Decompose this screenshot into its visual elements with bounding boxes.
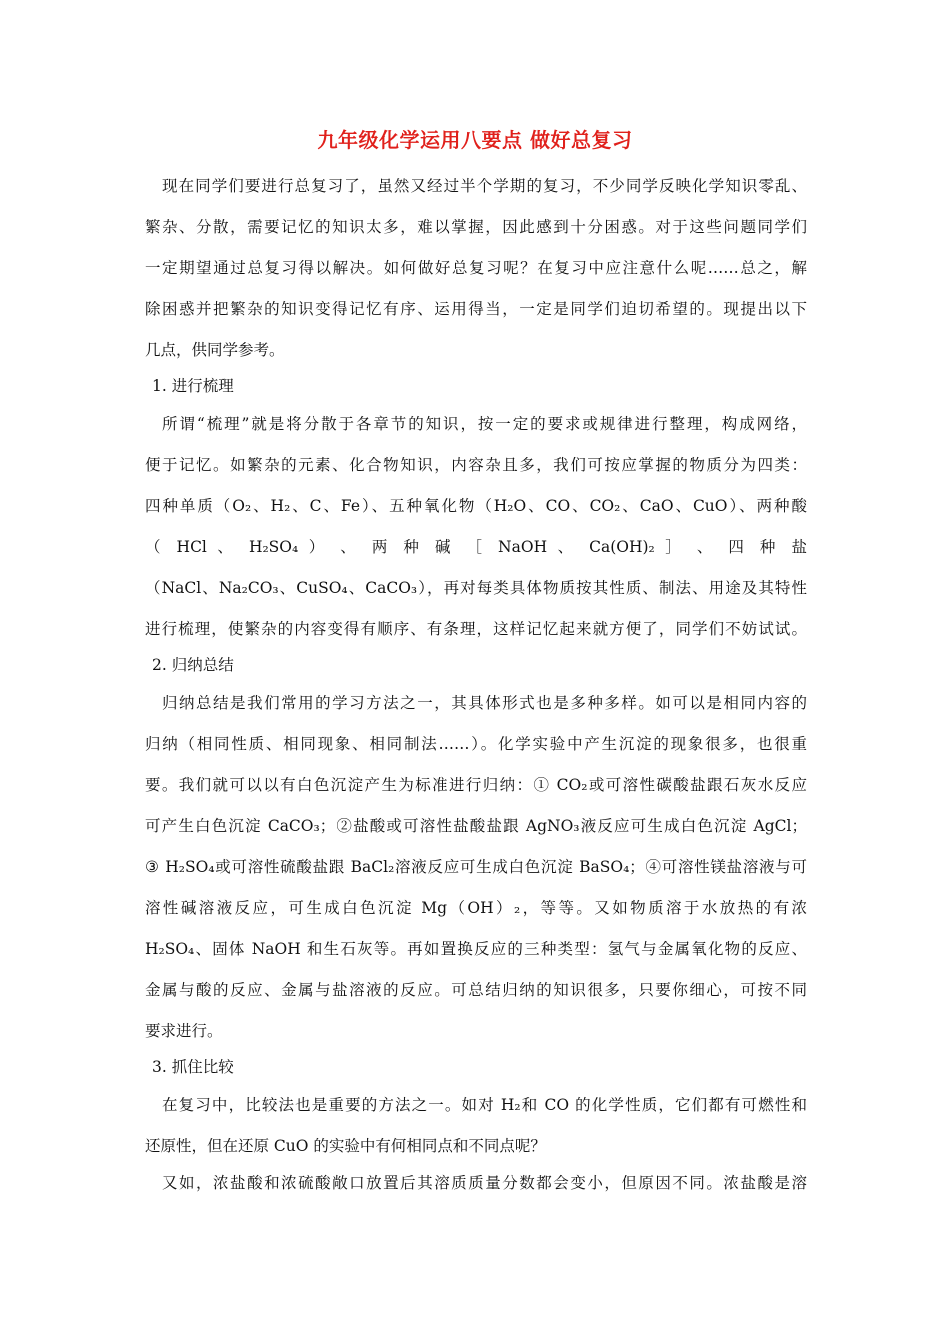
paragraph-line: 一定期望通过总复习得以解决。如何做好总复习呢？在复习中应注意什么呢……总之，解	[145, 259, 807, 277]
paragraph-line: 现在同学们要进行总复习了，虽然又经过半个学期的复习，不少同学反映化学知识零乱、	[162, 177, 807, 195]
document-title: 九年级化学运用八要点 做好总复习	[317, 128, 633, 152]
paragraph-line: H₂SO₄、固体 NaOH 和生石灰等。再如置换反应的三种类型：氢气与金属氧化物的反应、	[145, 940, 807, 958]
paragraph-line: ③ H₂SO₄或可溶性硫酸盐跟 BaCl₂溶液反应可生成白色沉淀 BaSO₄；④可溶性镁盐溶液与可	[145, 858, 807, 876]
paragraph-line: 四种单质（O₂、H₂、C、Fe）、五种氧化物（H₂O、CO、CO₂、CaO、CuO）、两种酸	[145, 497, 807, 515]
paragraph-line: 要。我们就可以以有白色沉淀产生为标准进行归纳：① CO₂或可溶性碳酸盐跟石灰水反应	[145, 776, 807, 794]
section-heading: 1. 进行梳理	[152, 377, 234, 395]
paragraph-line: 归纳（相同性质、相同现象、相同制法……）。化学实验中产生沉淀的现象很多，也很重	[145, 735, 807, 753]
paragraph-line: 所谓“梳理”就是将分散于各章节的知识，按一定的要求或规律进行整理，构成网络，	[162, 415, 807, 433]
paragraph-line: 在复习中，比较法也是重要的方法之一。如对 H₂和 CO 的化学性质，它们都有可燃性和	[162, 1096, 807, 1114]
paragraph-line: 几点，供同学参考。	[145, 341, 285, 359]
paragraph-line: （ HCl 、 H₂SO₄ ） 、 两 种 碱 ［ NaOH 、 Ca(OH)₂ ］ 、 四 种 盐	[145, 538, 807, 556]
paragraph-line: 归纳总结是我们常用的学习方法之一，其具体形式也是多种多样。如可以是相同内容的	[162, 694, 807, 712]
paragraph-line: 还原性，但在还原 CuO 的实验中有何相同点和不同点呢？	[145, 1137, 546, 1155]
paragraph-line: （NaCl、Na₂CO₃、CuSO₄、CaCO₃），再对每类具体物质按其性质、制法、用途及其特性	[145, 579, 807, 597]
paragraph-line: 进行梳理，使繁杂的内容变得有顺序、有条理，这样记忆起来就方便了，同学们不妨试试。	[145, 620, 807, 638]
paragraph-line: 便于记忆。如繁杂的元素、化合物知识，内容杂且多，我们可按应掌握的物质分为四类：	[145, 456, 807, 474]
section-heading: 3. 抓住比较	[152, 1058, 234, 1076]
paragraph-line: 溶性碱溶液反应，可生成白色沉淀 Mg（OH）₂，等等。又如物质溶于水放热的有浓	[145, 899, 807, 917]
paragraph-line: 可产生白色沉淀 CaCO₃；②盐酸或可溶性盐酸盐跟 AgNO₃液反应可生成白色沉淀 AgCl；	[145, 817, 807, 835]
paragraph-line: 除困惑并把繁杂的知识变得记忆有序、运用得当，一定是同学们迫切希望的。现提出以下	[145, 300, 807, 318]
paragraph-line: 又如，浓盐酸和浓硫酸敞口放置后其溶质质量分数都会变小，但原因不同。浓盐酸是溶	[162, 1174, 807, 1192]
section-heading: 2. 归纳总结	[152, 656, 234, 674]
paragraph-line: 要求进行。	[145, 1022, 223, 1040]
paragraph-line: 金属与酸的反应、金属与盐溶液的反应。可总结归纳的知识很多，只要你细心，可按不同	[145, 981, 807, 999]
paragraph-line: 繁杂、分散，需要记忆的知识太多，难以掌握，因此感到十分困惑。对于这些问题同学们	[145, 218, 807, 236]
